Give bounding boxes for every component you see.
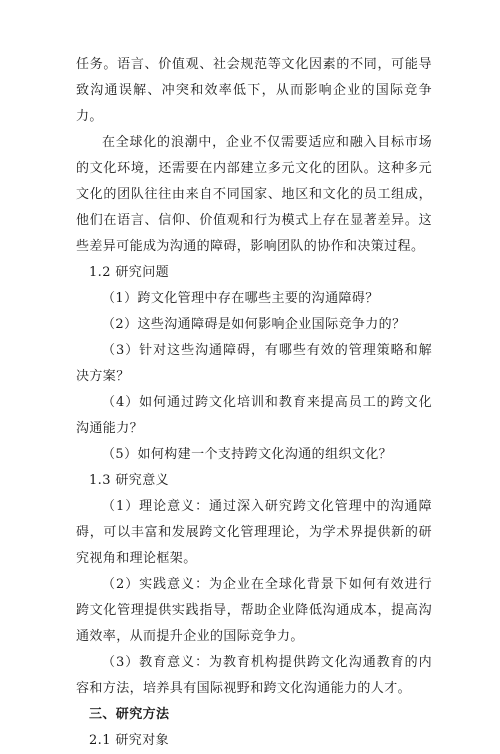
list-item-question-5: （5）如何构建一个支持跨文化沟通的组织文化？ — [102, 447, 393, 462]
significance-theoretical: （1）理论意义：通过深入研究跨文化管理中的沟通障碍，可以丰富和发展跨文化管理理论，为学术界提供新的研究视角和理论框架。 — [76, 499, 432, 566]
paragraph-continuation: 任务。语言、价值观、社会规范等文化因素的不同，可能导致沟通误解、冲突和效率低下，从而影响企业的国际竞争力。 — [76, 57, 432, 124]
list-item-question-4: （4）如何通过跨文化培训和教育来提高员工的跨文化沟通能力？ — [76, 395, 432, 436]
significance-practical: （2）实践意义：为企业在全球化背景下如何有效进行跨文化管理提供实践指导，帮助企业降低沟通成本，提高沟通效率，从而提升企业的国际竞争力。 — [76, 577, 432, 644]
heading-research-significance: 1.3 研究意义 — [89, 473, 170, 488]
heading-research-subjects: 2.1 研究对象 — [89, 733, 170, 748]
heading-research-methods: 三、研究方法 — [89, 707, 170, 722]
significance-educational: （3）教育意义：为教育机构提供跨文化沟通教育的内容和方法，培养具有国际视野和跨文化沟通能力的人才。 — [76, 655, 432, 696]
list-item-question-1: （1）跨文化管理中存在哪些主要的沟通障碍？ — [102, 291, 379, 306]
list-item-question-3: （3）针对这些沟通障碍，有哪些有效的管理策略和解决方案？ — [76, 343, 432, 384]
paragraph-multicultural-teams: 在全球化的浪潮中，企业不仅需要适应和融入目标市场的文化环境，还需要在内部建立多元文化的团队。这种多元文化的团队往往由来自不同国家、地区和文化的员工组成，他们在语言、信仰、价值观和行为模式上存在显著差异。这些差异可能成为沟通的障碍，影响团队的协作和决策过程。 — [76, 135, 432, 254]
heading-research-questions: 1.2 研究问题 — [89, 265, 170, 280]
list-item-question-2: （2）这些沟通障碍是如何影响企业国际竞争力的？ — [102, 317, 406, 332]
document-body — [76, 52, 432, 754]
